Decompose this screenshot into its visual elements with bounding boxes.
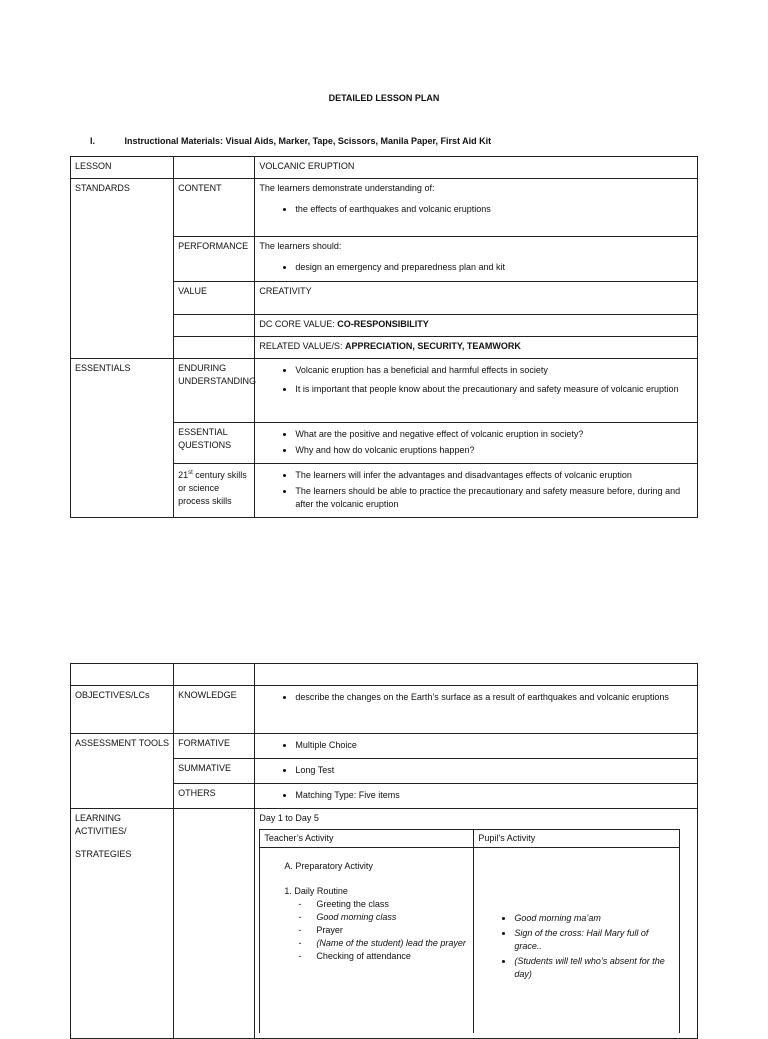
list-item: • the effects of earthquakes and volcanic eruptions <box>295 203 693 216</box>
enduring-label: ENDURING UNDERSTANDING <box>174 359 255 423</box>
others-cell <box>255 784 698 809</box>
list-item: • It is important that people know about the precautionary and safety measure of volcanic eruption <box>295 383 693 396</box>
empty-cell <box>174 664 255 686</box>
others-list <box>259 789 693 802</box>
empty-cell <box>174 315 255 337</box>
list-item: - Good morning class <box>316 911 469 924</box>
related-values-cell <box>255 337 698 359</box>
lesson-plan-table <box>70 156 698 518</box>
list-item: • Volcanic eruption has a beneficial and harmful effects in society <box>295 364 693 377</box>
empty-cell <box>255 664 698 686</box>
learning-label-line2: STRATEGIES <box>75 849 132 859</box>
skills-cell <box>255 464 698 518</box>
teacher-activity-cell <box>260 848 474 1033</box>
empty-cell <box>174 337 255 359</box>
formative-list <box>259 739 693 752</box>
pupil-activity-header: Pupil’s Activity <box>474 830 680 848</box>
performance-list <box>259 261 693 274</box>
content-label: CONTENT <box>174 179 255 237</box>
list-item: • Why and how do volcanic eruptions happen? <box>295 444 693 457</box>
dc-core-value-cell <box>255 315 698 337</box>
list-item: • The learners should be able to practice the precautionary and safety measure before, during and after the volcanic eruption <box>295 485 693 511</box>
skills-label-sup: st <box>188 470 193 476</box>
materials-text: Instructional Materials: Visual Aids, Marker, Tape, Scissors, Manila Paper, First Aid Kit <box>124 136 492 146</box>
summative-label: SUMMATIVE <box>174 759 255 784</box>
knowledge-list <box>259 691 693 704</box>
dc-core-value: CO-RESPONSIBILITY <box>337 319 429 329</box>
list-item: • design an emergency and preparedness plan and kit <box>295 261 693 274</box>
list-item: • The learners will infer the advantages and disadvantages effects of volcanic eruption <box>295 469 693 482</box>
knowledge-label: KNOWLEDGE <box>174 686 255 734</box>
performance-cell <box>255 237 698 282</box>
list-item: - Checking of attendance <box>316 950 469 963</box>
formative-cell <box>255 734 698 759</box>
formative-label: FORMATIVE <box>174 734 255 759</box>
activity-table <box>259 829 680 1033</box>
list-item: - Prayer <box>316 924 469 937</box>
empty-cell <box>174 157 255 179</box>
dc-core-prefix: DC CORE VALUE: <box>259 319 338 329</box>
teacher-activity-header: Teacher’s Activity <box>260 830 474 848</box>
essentials-label: ESSENTIALS <box>71 359 174 518</box>
content-list <box>259 203 693 216</box>
skills-list <box>259 469 693 511</box>
summative-list <box>259 764 693 777</box>
list-item: • Matching Type: Five items <box>295 789 693 802</box>
learning-activities-label <box>71 809 174 1039</box>
essential-questions-list <box>259 428 693 457</box>
empty-cell <box>71 664 174 686</box>
list-item: • Multiple Choice <box>295 739 693 752</box>
summative-cell <box>255 759 698 784</box>
value-value: CREATIVITY <box>255 282 698 315</box>
related-values: APPRECIATION, SECURITY, TEAMWORK <box>345 341 521 351</box>
learning-activities-cell <box>255 809 698 1039</box>
list-item: - (Name of the student) lead the prayer <box>316 937 469 950</box>
list-item: • Good morning ma’am <box>514 912 675 925</box>
daily-routine: 1. Daily Routine <box>284 886 348 896</box>
pupil-list <box>478 912 675 981</box>
objectives-label: OBJECTIVES/LCs <box>71 686 174 734</box>
assessment-label: ASSESSMENT TOOLS <box>71 734 174 809</box>
lesson-label: LESSON <box>71 157 174 179</box>
skills-label-rest: century skills or science process skills <box>178 470 247 506</box>
performance-intro: The learners should: <box>259 241 342 251</box>
standards-label: STANDARDS <box>71 179 174 359</box>
list-item: • Long Test <box>295 764 693 777</box>
others-label: OTHERS <box>174 784 255 809</box>
skills-label <box>174 464 255 518</box>
enduring-list <box>259 364 693 396</box>
routine-list <box>264 898 469 963</box>
enduring-cell <box>255 359 698 423</box>
learning-label-line1: LEARNING ACTIVITIES/ <box>75 813 127 836</box>
day-range: Day 1 to Day 5 <box>259 813 319 823</box>
section-numeral: I. <box>90 136 96 146</box>
list-item: • Sign of the cross: Hail Mary full of grace.. <box>514 927 675 953</box>
skills-label-num: 21 <box>178 470 189 480</box>
list-item: • What are the positive and negative effect of volcanic eruption in society? <box>295 428 693 441</box>
empty-cell <box>174 809 255 1039</box>
content-intro: The learners demonstrate understanding of: <box>259 183 435 193</box>
pupil-activity-cell <box>474 848 680 1033</box>
performance-label: PERFORMANCE <box>174 237 255 282</box>
page-title: DETAILED LESSON PLAN <box>328 93 440 103</box>
objectives-table <box>70 663 698 1039</box>
essential-questions-cell <box>255 423 698 464</box>
content-cell <box>255 179 698 237</box>
knowledge-cell <box>255 686 698 734</box>
list-item: • describe the changes on the Earth’s surface as a result of earthquakes and volcanic eruptions <box>295 691 693 704</box>
preparatory-activity: A. Preparatory Activity <box>284 861 373 871</box>
value-label: VALUE <box>174 282 255 315</box>
list-item: - Greeting the class <box>316 898 469 911</box>
essential-questions-label: ESSENTIAL QUESTIONS <box>174 423 255 464</box>
instructional-materials <box>90 136 491 146</box>
lesson-value: VOLCANIC ERUPTION <box>255 157 698 179</box>
related-prefix: RELATED VALUE/S: <box>259 341 346 351</box>
list-item: • (Students will tell who’s absent for the day) <box>514 955 675 981</box>
